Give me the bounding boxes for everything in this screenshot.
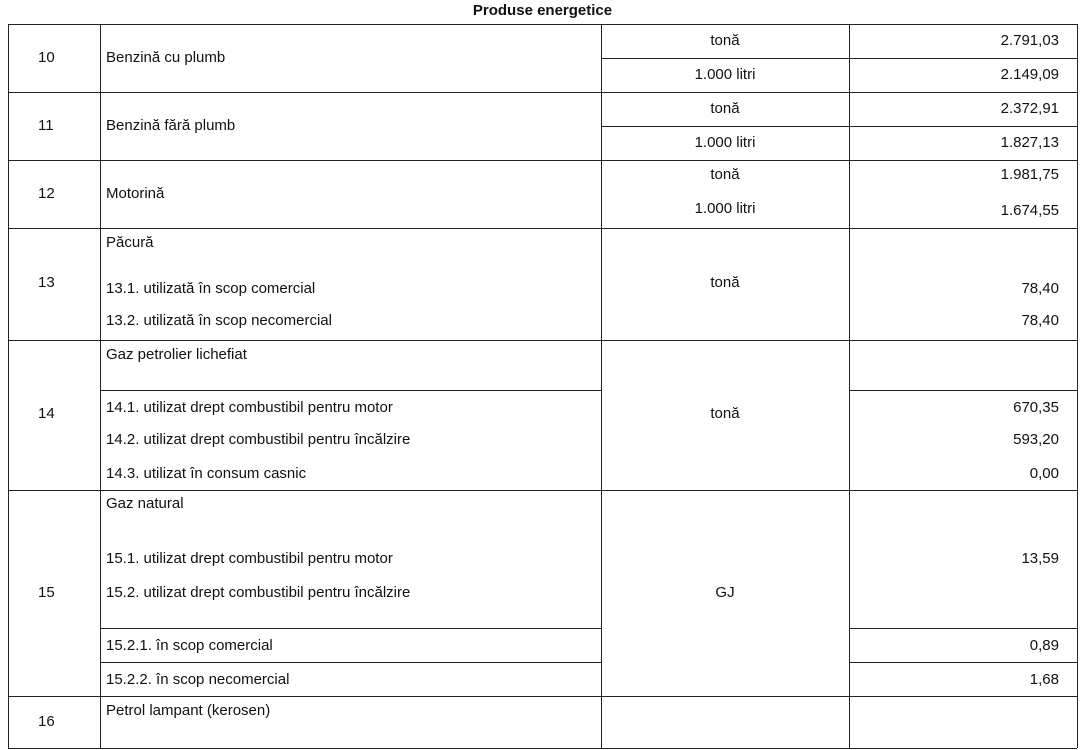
sub-separator [100,662,601,663]
sub-label: 15.2. utilizat drept combustibil pentru încălzire [106,584,411,601]
sub-separator [849,390,1077,391]
table-right-border [1077,24,1078,748]
sub-label: 15.2.2. în scop necomercial [106,671,290,688]
sub-label: 15.2.1. în scop comercial [106,637,273,654]
row-number: 13 [38,274,55,291]
col-divider-name [601,24,602,748]
sub-label: 13.1. utilizată în scop comercial [106,280,316,297]
row-number: 10 [38,49,55,66]
table-bottom-border [8,748,1077,749]
sub-label: 14.2. utilizat drept combustibil pentru încălzire [106,431,411,448]
row-number: 14 [38,405,55,422]
unit-label: tonă [710,100,740,117]
unit-label: tonă [710,166,740,183]
product-name: Păcură [106,234,154,251]
sub-separator [601,58,1077,59]
sub-separator [100,628,601,629]
value: 1.674,55 [1000,202,1059,219]
value: 1.827,13 [1000,134,1059,151]
row-separator [8,696,1077,697]
sub-separator [100,390,601,391]
value: 670,35 [1013,399,1059,416]
row-number: 16 [38,713,55,730]
unit-label: 1.000 litri [694,134,756,151]
header-divider [8,24,1077,25]
row-separator [8,160,1077,161]
value: 593,20 [1013,431,1059,448]
sub-separator [849,628,1077,629]
row-number: 12 [38,185,55,202]
unit-label: 1.000 litri [694,66,756,83]
sub-separator [849,662,1077,663]
sub-label: 14.1. utilizat drept combustibil pentru motor [106,399,393,416]
value: 0,00 [1029,465,1059,482]
value: 2.149,09 [1000,66,1059,83]
value: 78,40 [1021,312,1059,329]
row-number: 15 [38,584,55,601]
row-separator [8,92,1077,93]
row-separator [8,340,1077,341]
sub-label: 15.1. utilizat drept combustibil pentru motor [106,550,393,567]
section-header: Produse energetice [472,2,613,19]
value: 2.372,91 [1000,100,1059,117]
row-number: 11 [38,117,54,134]
value: 13,59 [1021,550,1059,567]
row-separator [8,228,1077,229]
table-left-border [8,24,9,748]
value: 0,89 [1029,637,1059,654]
sub-label: 14.3. utilizat în consum casnic [106,465,307,482]
product-name: Benzină cu plumb [106,49,226,66]
unit-label: tonă [710,32,740,49]
col-divider-num [100,24,101,748]
product-name: Gaz petrolier lichefiat [106,346,247,363]
unit-label: tonă [710,405,740,422]
unit-label: tonă [710,274,740,291]
product-name: Benzină fără plumb [106,117,236,134]
value: 78,40 [1021,280,1059,297]
product-name: Petrol lampant (kerosen) [106,702,271,719]
row-separator [8,490,1077,491]
sub-separator [601,126,1077,127]
sub-label: 13.2. utilizată în scop necomercial [106,312,332,329]
value: 1.981,75 [1000,166,1059,183]
unit-label: GJ [715,584,735,601]
product-name: Motorină [106,185,165,202]
value: 2.791,03 [1000,32,1059,49]
product-name: Gaz natural [106,495,184,512]
value: 1,68 [1029,671,1059,688]
unit-label: 1.000 litri [694,200,756,217]
